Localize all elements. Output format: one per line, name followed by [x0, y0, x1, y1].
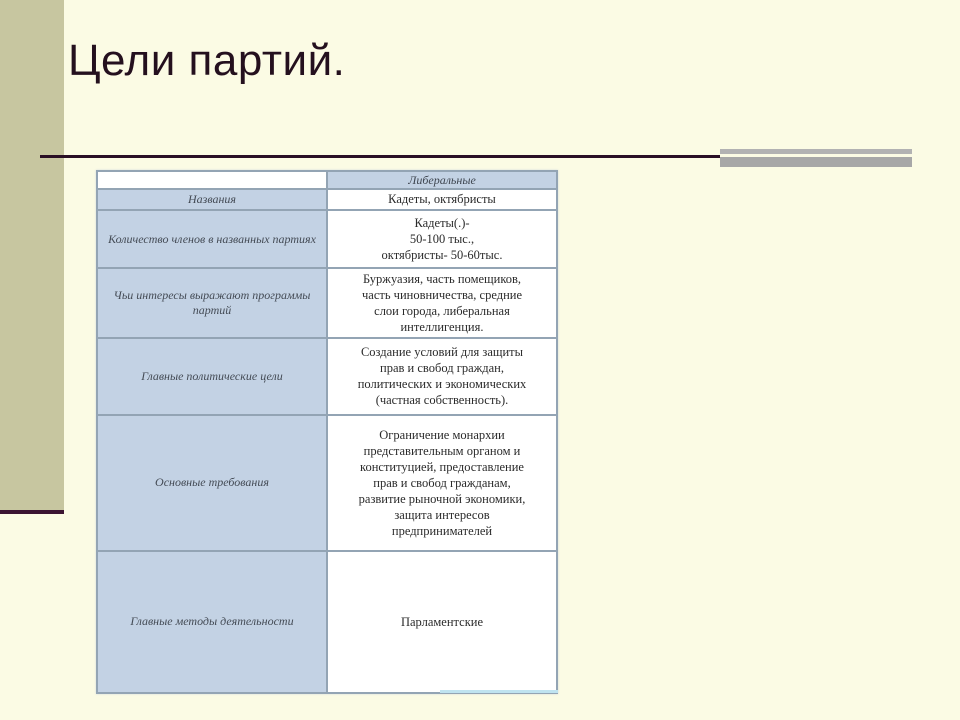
row-label: Количество членов в названных партиях	[97, 210, 327, 269]
row-value: Кадеты, октябристы	[327, 189, 557, 209]
row-label: Главные политические цели	[97, 338, 327, 415]
row-value: Буржуазия, часть помещиков, часть чиновничества, средние слои города, либеральная интеллигенция.	[327, 268, 557, 337]
title-underline-accent	[720, 149, 912, 167]
table-row	[97, 338, 557, 415]
table-row	[97, 268, 557, 337]
row-value: Создание условий для защиты прав и свобод граждан, политических и экономических (частная собственность).	[327, 338, 557, 415]
table-corner-cell	[97, 171, 327, 189]
row-value: Кадеты(.)- 50-100 тыс., октябристы- 50-60тыс.	[327, 210, 557, 269]
table-row	[97, 415, 557, 551]
row-value: Ограничение монархии представительным органом и конституцией, предоставление прав и свобод гражданам, развитие рыночной экономики, защита интересов предпринимателей	[327, 415, 557, 551]
table	[96, 170, 558, 694]
row-label: Главные методы деятельности	[97, 551, 327, 693]
row-label: Названия	[97, 189, 327, 209]
slide-title: Цели партий.	[68, 36, 346, 85]
row-value: Парламентские	[327, 551, 557, 693]
table-row	[97, 210, 557, 269]
decorative-glow	[440, 690, 558, 693]
decorative-side-band	[0, 0, 64, 512]
decorative-side-line	[0, 510, 64, 514]
table-row	[97, 189, 557, 209]
row-label: Основные требования	[97, 415, 327, 551]
party-goals-table	[96, 170, 558, 694]
row-label: Чьи интересы выражают программы партий	[97, 268, 327, 337]
title-underline	[40, 155, 722, 158]
table-row	[97, 551, 557, 693]
table-header-row	[97, 171, 557, 189]
column-header-liberal: Либеральные	[327, 171, 557, 189]
